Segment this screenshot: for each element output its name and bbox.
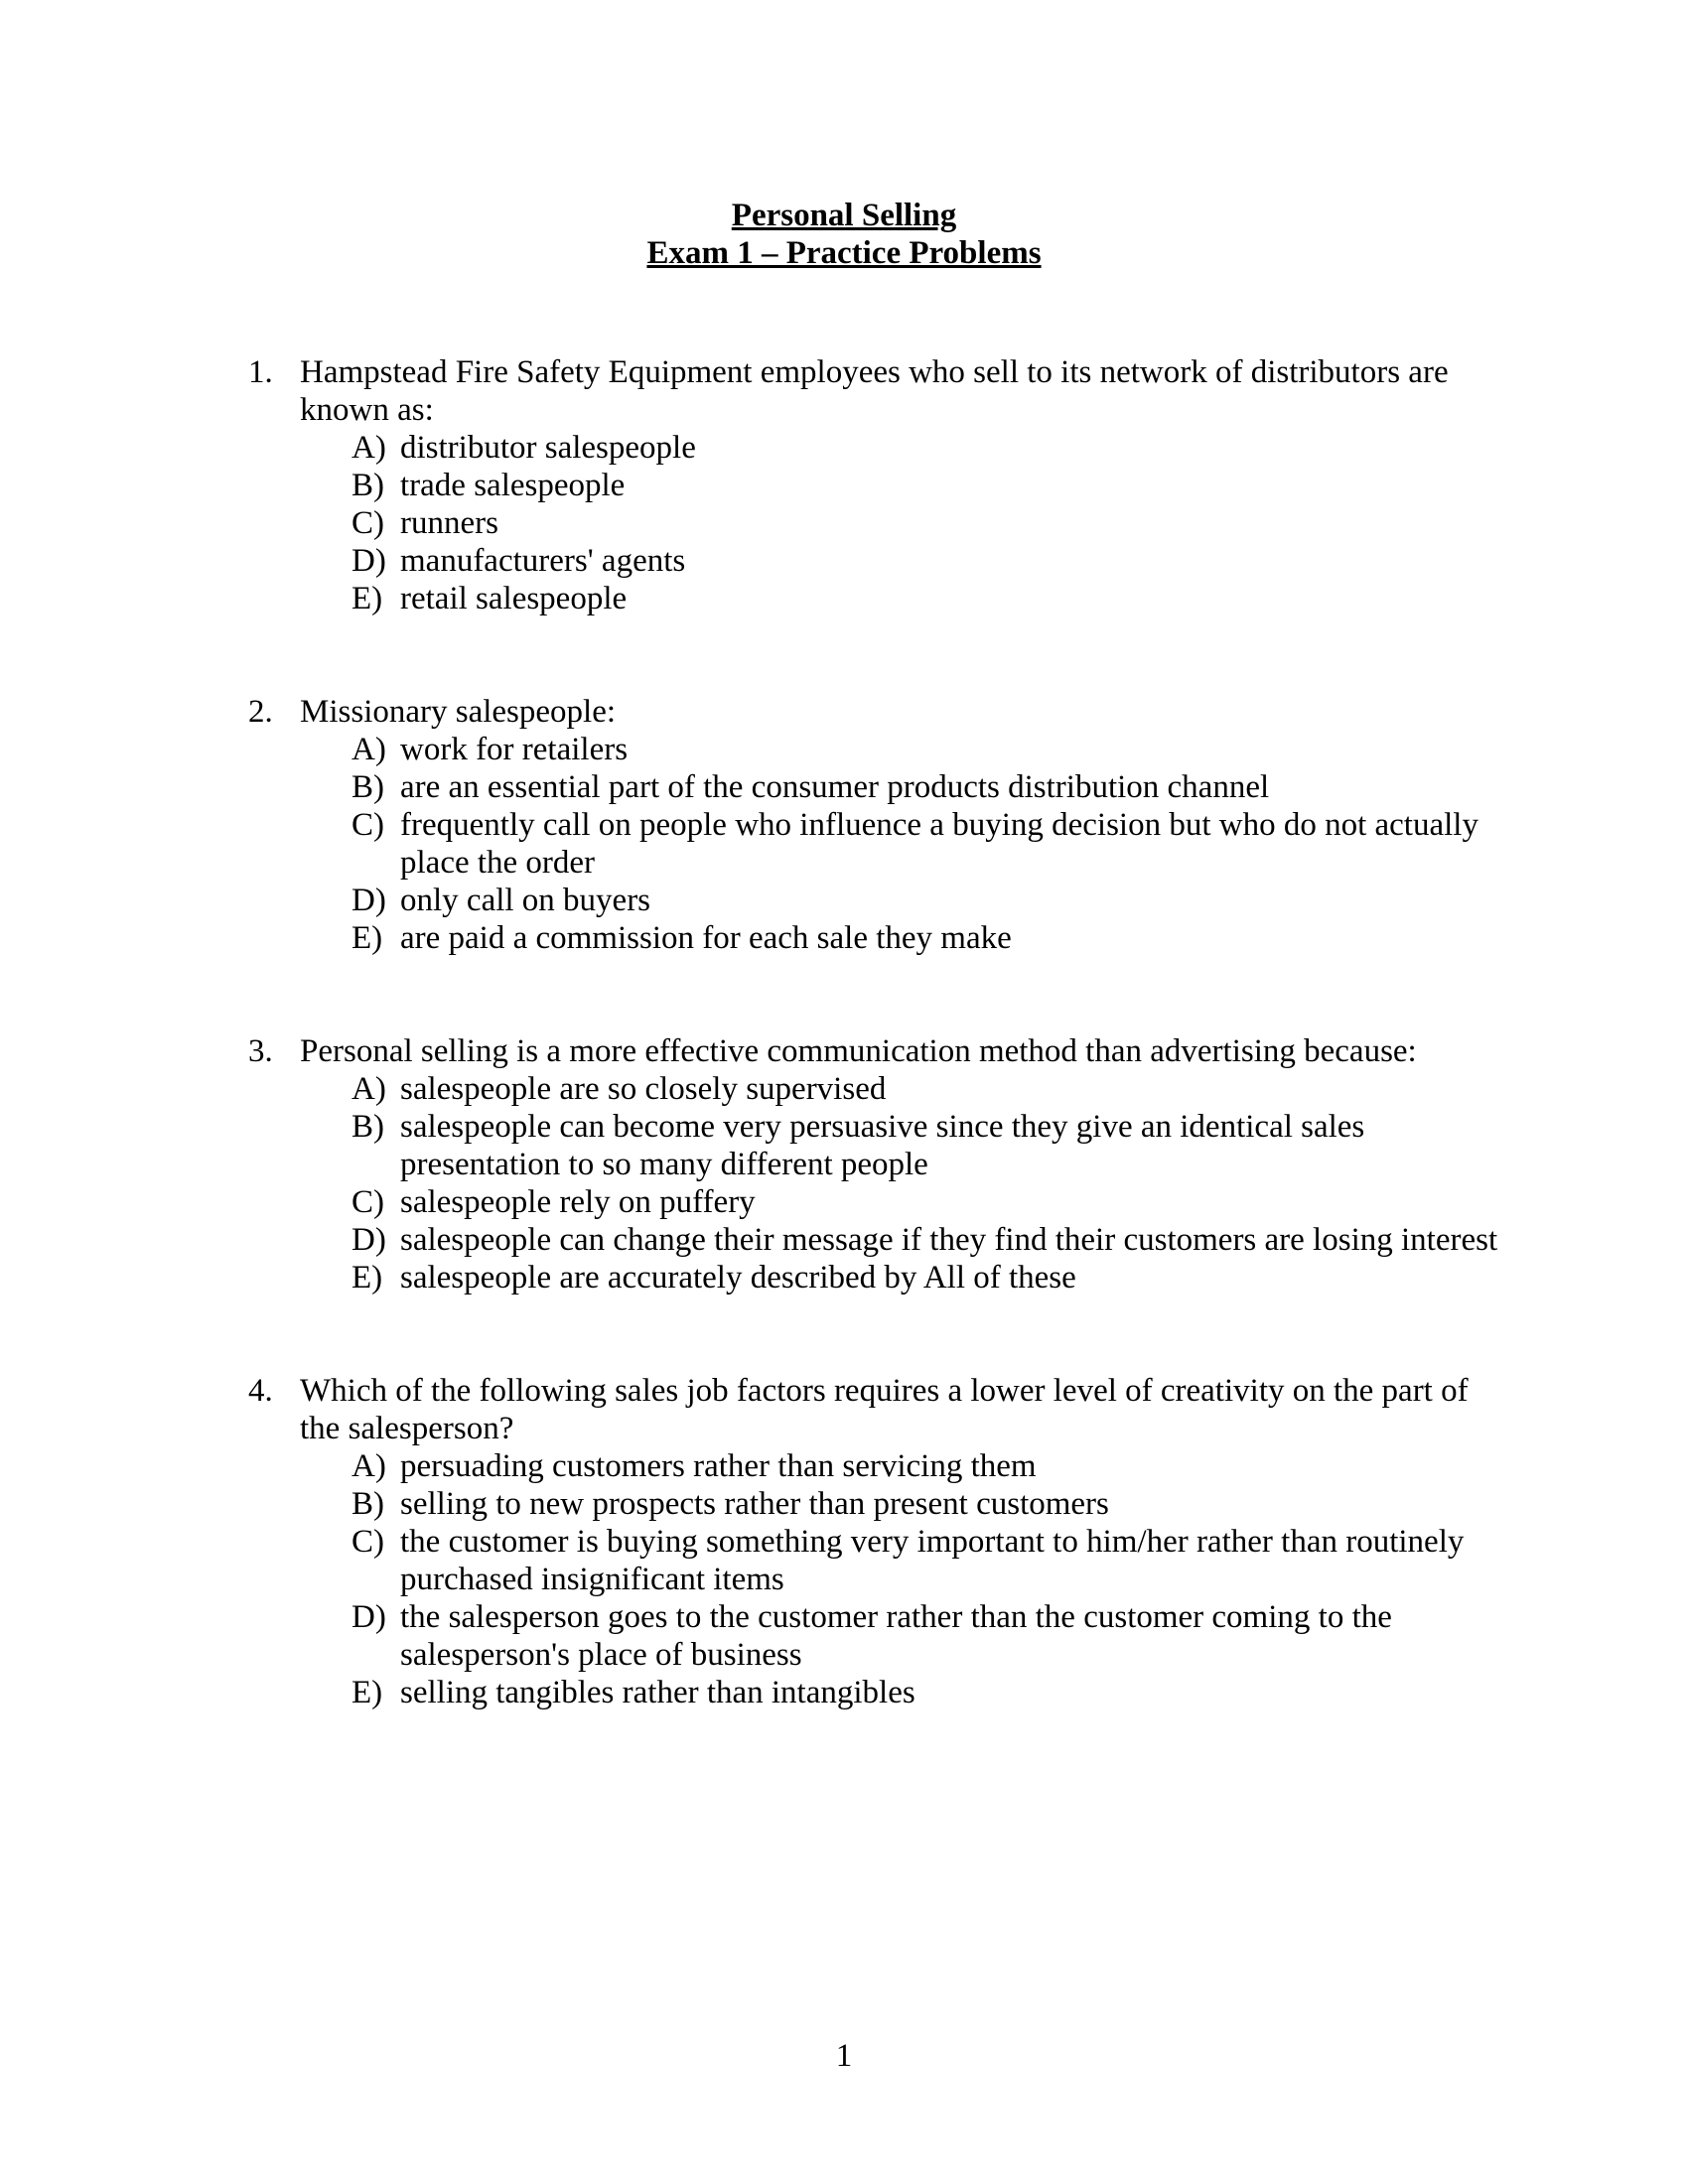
- option-row-d: [352, 1221, 1499, 1259]
- option-row-a: [352, 1447, 1499, 1485]
- title-line-1: Personal Selling: [731, 198, 957, 233]
- option-text: selling tangibles rather than intangibles: [400, 1675, 915, 1710]
- question-number: 1.: [248, 354, 273, 390]
- option-row-b: [352, 768, 1499, 806]
- option-list: [300, 1070, 1499, 1297]
- option-text: the customer is buying something very important to him/her rather than routinely purchased insignificant items: [400, 1524, 1465, 1597]
- option-text: retail salespeople: [400, 581, 628, 616]
- option-label: C): [352, 1524, 384, 1560]
- option-row-d: [352, 542, 1499, 580]
- option-text: only call on buyers: [400, 883, 651, 918]
- option-row-e: [352, 1674, 1499, 1711]
- option-row-a: [352, 429, 1499, 467]
- question-list: [0, 353, 1688, 1711]
- option-row-c: [352, 1523, 1499, 1598]
- page-number: 1: [835, 2038, 853, 2074]
- option-text: runners: [400, 505, 498, 541]
- option-text: distributor salespeople: [400, 430, 696, 466]
- option-label: C): [352, 807, 384, 843]
- question-4: [248, 1372, 1499, 1711]
- option-row-a: [352, 1070, 1499, 1108]
- option-label: E): [352, 1675, 383, 1710]
- option-label: D): [352, 1222, 386, 1258]
- option-row-c: [352, 504, 1499, 542]
- option-label: A): [352, 1071, 386, 1107]
- question-number: 4.: [248, 1373, 273, 1409]
- option-row-d: [352, 882, 1499, 919]
- option-label: B): [352, 1486, 384, 1522]
- title-line-2: Exam 1 – Practice Problems: [646, 235, 1042, 271]
- question-3: [248, 1032, 1499, 1297]
- option-row-c: [352, 1183, 1499, 1221]
- option-row-b: [352, 467, 1499, 504]
- option-label: B): [352, 468, 384, 503]
- option-label: D): [352, 543, 386, 579]
- option-row-a: [352, 731, 1499, 768]
- option-text: are an essential part of the consumer products distribution channel: [400, 769, 1270, 805]
- option-text: manufacturers' agents: [400, 543, 686, 579]
- option-text: salespeople can change their message if they find their customers are losing interest: [400, 1222, 1498, 1258]
- option-label: E): [352, 581, 383, 616]
- option-text: work for retailers: [400, 732, 629, 767]
- option-row-e: [352, 580, 1499, 617]
- question-text: Which of the following sales job factors requires a lower level of creativity on the part of the salesperson?: [300, 1373, 1469, 1446]
- question-number: 3.: [248, 1033, 273, 1069]
- option-label: A): [352, 1448, 386, 1484]
- option-text: are paid a commission for each sale they make: [400, 920, 1012, 956]
- option-label: D): [352, 883, 386, 918]
- question-1: [248, 353, 1499, 617]
- question-text: Hampstead Fire Safety Equipment employees who sell to its network of distributors are known as:: [300, 354, 1449, 428]
- option-list: [300, 429, 1499, 617]
- option-text: frequently call on people who influence a buying decision but who do not actually place the order: [400, 807, 1478, 881]
- option-label: C): [352, 505, 384, 541]
- option-list: [300, 1447, 1499, 1711]
- option-row-e: [352, 1259, 1499, 1297]
- option-row-d: [352, 1598, 1499, 1674]
- option-list: [300, 731, 1499, 957]
- option-text: the salesperson goes to the customer rather than the customer coming to the salesperson's place of business: [400, 1599, 1392, 1673]
- option-text: trade salespeople: [400, 468, 626, 503]
- question-2: [248, 693, 1499, 957]
- option-label: B): [352, 1109, 384, 1145]
- option-text: persuading customers rather than servicing them: [400, 1448, 1037, 1484]
- option-row-b: [352, 1485, 1499, 1523]
- question-text: Missionary salespeople:: [300, 694, 617, 730]
- option-label: B): [352, 769, 384, 805]
- question-number: 2.: [248, 694, 273, 730]
- option-text: salespeople can become very persuasive since they give an identical sales presentation to so many different people: [400, 1109, 1365, 1182]
- option-row-e: [352, 919, 1499, 957]
- document-title: [0, 0, 1688, 272]
- option-label: D): [352, 1599, 386, 1635]
- option-label: E): [352, 1260, 383, 1296]
- option-label: E): [352, 920, 383, 956]
- option-text: salespeople are accurately described by All of these: [400, 1260, 1076, 1296]
- option-text: selling to new prospects rather than present customers: [400, 1486, 1109, 1522]
- option-row-c: [352, 806, 1499, 882]
- option-label: A): [352, 430, 386, 466]
- option-text: salespeople are so closely supervised: [400, 1071, 887, 1107]
- option-label: C): [352, 1184, 384, 1220]
- option-label: A): [352, 732, 386, 767]
- option-row-b: [352, 1108, 1499, 1183]
- question-text: Personal selling is a more effective communication method than advertising because:: [300, 1033, 1417, 1069]
- option-text: salespeople rely on puffery: [400, 1184, 756, 1220]
